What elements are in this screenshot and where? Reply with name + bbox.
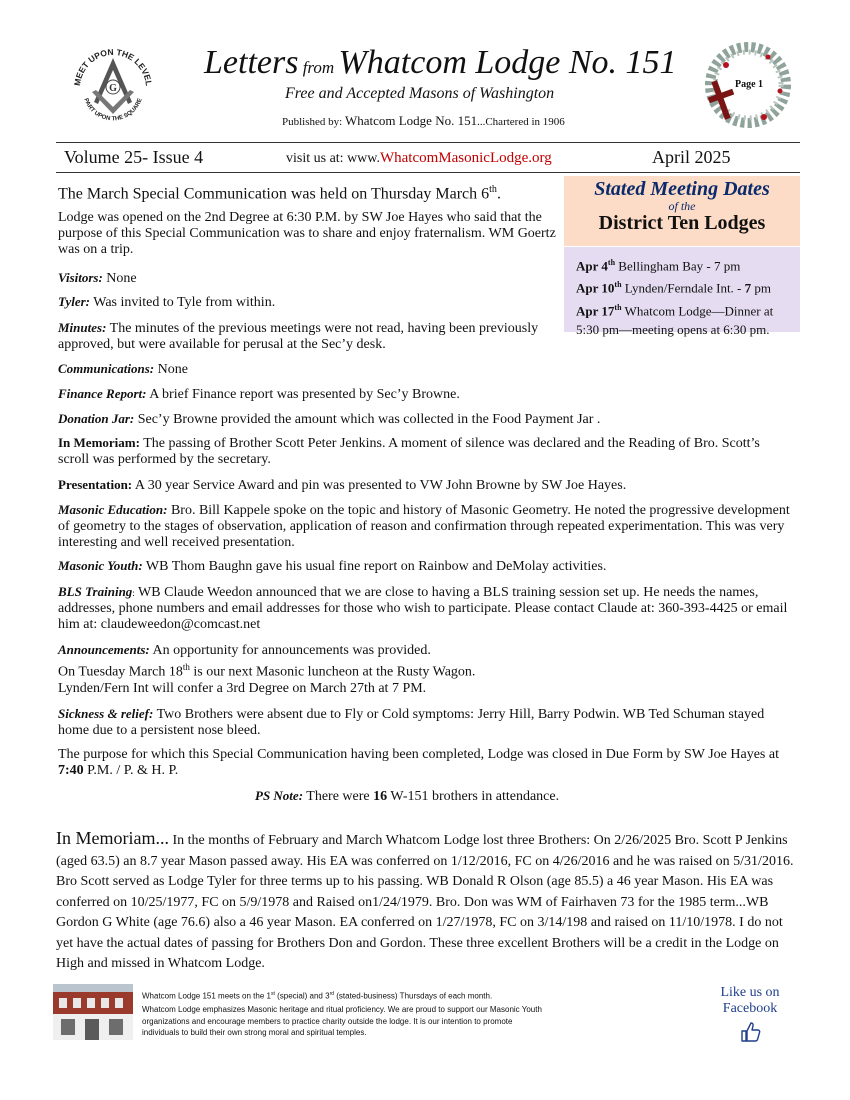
- lodge-building-photo: [53, 984, 133, 1040]
- stated-meetings-list: [564, 247, 800, 337]
- divider: [56, 172, 800, 173]
- in-memoriam-heading: In Memoriam...: [56, 828, 169, 848]
- stated-meetings-title: Stated Meeting Dates: [594, 178, 770, 200]
- page-number: Page 1: [735, 79, 764, 90]
- visitors-item: Visitors: None: [58, 270, 137, 286]
- published-by: Published by: Whatcom Lodge No. 151...Chartered in 1906: [282, 113, 565, 128]
- tyler-item: Tyler: Was invited to Tyle from within.: [58, 294, 276, 310]
- thumbs-up-icon[interactable]: [738, 1020, 762, 1044]
- website-line: visit us at: www.WhatcomMasonicLodge.org: [286, 150, 552, 166]
- bls-item: BLS Training: WB Claude Weedon announced that we are close to having a BLS training session set up. He needs the names, addresses, phone numbers and email addresses for those who wish to participate. Please contact Claude at: 360-393-4425 or email him at: claudeweedon@comcast.net: [58, 584, 788, 632]
- presentation-item: Presentation: A 30 year Service Award and pin was presented to VW John Browne by SW Joe Hayes.: [58, 477, 627, 493]
- closing-paragraph: The purpose for which this Special Communication having been completed, Lodge was closed in Due Form by SW Joe Hayes at 7:40 P.M. / P. & H. P.: [58, 747, 779, 778]
- svg-text:G: G: [109, 83, 117, 94]
- stated-meetings-header: [564, 176, 800, 246]
- minutes-item: Minutes: The minutes of the previous meetings were not read, having been previously approved, but were available for perusal at the Sec’y desk.: [58, 320, 539, 352]
- youth-item: Masonic Youth: WB Thom Baughn gave his usual fine report on Rainbow and DeMolay activities.: [58, 558, 607, 574]
- meeting-entry: 5:30 pm—meeting opens at 6:30 pm.: [576, 321, 770, 337]
- svg-text:MEET UPON THE LEVEL: MEET UPON THE LEVEL: [71, 46, 154, 87]
- stated-meetings-district: District Ten Lodges: [598, 212, 766, 234]
- footer-description: Whatcom Lodge 151 meets on the 1st (special) and 3rd (stated-business) Thursdays of each month. Whatcom Lodge emphasizes Masonic heritage and ritual proficiency. We are proud to support our Masonic Youth organizations and encourage members to practice charity outside the lodge. It is our intention to promote individuals to build their own strong moral and spiritual temples.: [142, 991, 542, 1038]
- meeting-entry: Apr 17th Whatcom Lodge—Dinner at: [576, 302, 774, 318]
- in-memoriam-section: In Memoriam... In the months of February and March Whatcom Lodge lost three Brothers: On 2/26/2025 Bro. Scott P Jenkins (aged 63.5) an 8.7 year Mason passed away. His EA was conferred on 1/12/2016, FC on 4/26/2016 and he was raised on 5/31/2016. Bro Scott served as Lodge Tyler for three terms up to his passing. WB Donald R Olson (age 85.5) a 46 year Mason. His EA was conferred on 10/25/1977, FC on 5/9/1978 and Raised on1/24/1979. Bro. Don was WM of Fairhaven 73 for the 1985 term...WB Gordon G White (age 76.6) also a 46 year Mason. EA conferred on 1/27/1978, FC on 3/14/198 and raised on 11/10/1978. I do not yet have the actual dates of passing for Brothers Don and Gordon. These three excellent Brothers will be a credit in the Lodge on High and missed in Whatcom Lodge.: [56, 828, 794, 971]
- meeting-entry: Apr 10th Lynden/Ferndale Int. - 7 pm: [576, 280, 772, 296]
- stated-meetings-of-the: of the: [668, 199, 696, 213]
- meeting-entry: Apr 4th Bellingham Bay - 7 pm: [576, 258, 741, 274]
- lead-sentence: The March Special Communication was held on Thursday March 6th.: [58, 184, 501, 203]
- masonic-square-compass-icon: [68, 40, 158, 130]
- sickness-item: Sickness & relief: Two Brothers were absent due to Fly or Cold symptoms: Jerry Hill, Barry Podwin. WB Ted Schuman stayed home due to a persistent nose bleed.: [58, 706, 765, 738]
- ps-note: PS Note: There were 16 W-151 brothers in attendance.: [255, 788, 560, 804]
- newsletter-subtitle: Free and Accepted Masons of Washington: [285, 85, 555, 102]
- facebook-like-link[interactable]: Like us on Facebook: [720, 985, 780, 1016]
- communications-item: Communications: None: [58, 361, 188, 377]
- announcements-item: Announcements: An opportunity for announcements was provided. On Tuesday March 18th is our next Masonic luncheon at the Rusty Wagon. Lynden/Fern Int will confer a 3rd Degree on March 27th at 7 PM.: [58, 642, 476, 696]
- finance-item: Finance Report: A brief Finance report was presented by Sec’y Browne.: [58, 386, 460, 402]
- divider: [56, 142, 800, 143]
- memoriam-item: In Memoriam: The passing of Brother Scott Peter Jenkins. A moment of silence was declared and the Reading of Bro. Scott’s scroll was performed by the secretary.: [58, 435, 760, 467]
- volume-issue: Volume 25- Issue 4: [64, 147, 204, 167]
- website-link[interactable]: WhatcomMasonicLodge.org: [379, 150, 552, 166]
- svg-text:PART UPON THE SQUARE: PART UPON THE SQUARE: [82, 97, 144, 123]
- newsletter-title: Letters from Whatcom Lodge No. 151: [204, 44, 677, 81]
- education-item: Masonic Education: Bro. Bill Kappele spoke on the topic and history of Masonic Geometry. He noted the progressive development of geometry to the stages of observation, application of reason and confirmation through repeated experimentation. This was very interesting and well received presentation.: [58, 502, 790, 550]
- donation-item: Donation Jar: Sec’y Browne provided the amount which was collected in the Food Payment Jar .: [58, 411, 601, 427]
- opening-paragraph: Lodge was opened on the 2nd Degree at 6:30 P.M. by SW Joe Hayes who said that the purpose of this Special Communication was to share and enjoy fraternalism. WM Goertz was on a trip.: [58, 210, 556, 257]
- issue-date: April 2025: [652, 147, 731, 167]
